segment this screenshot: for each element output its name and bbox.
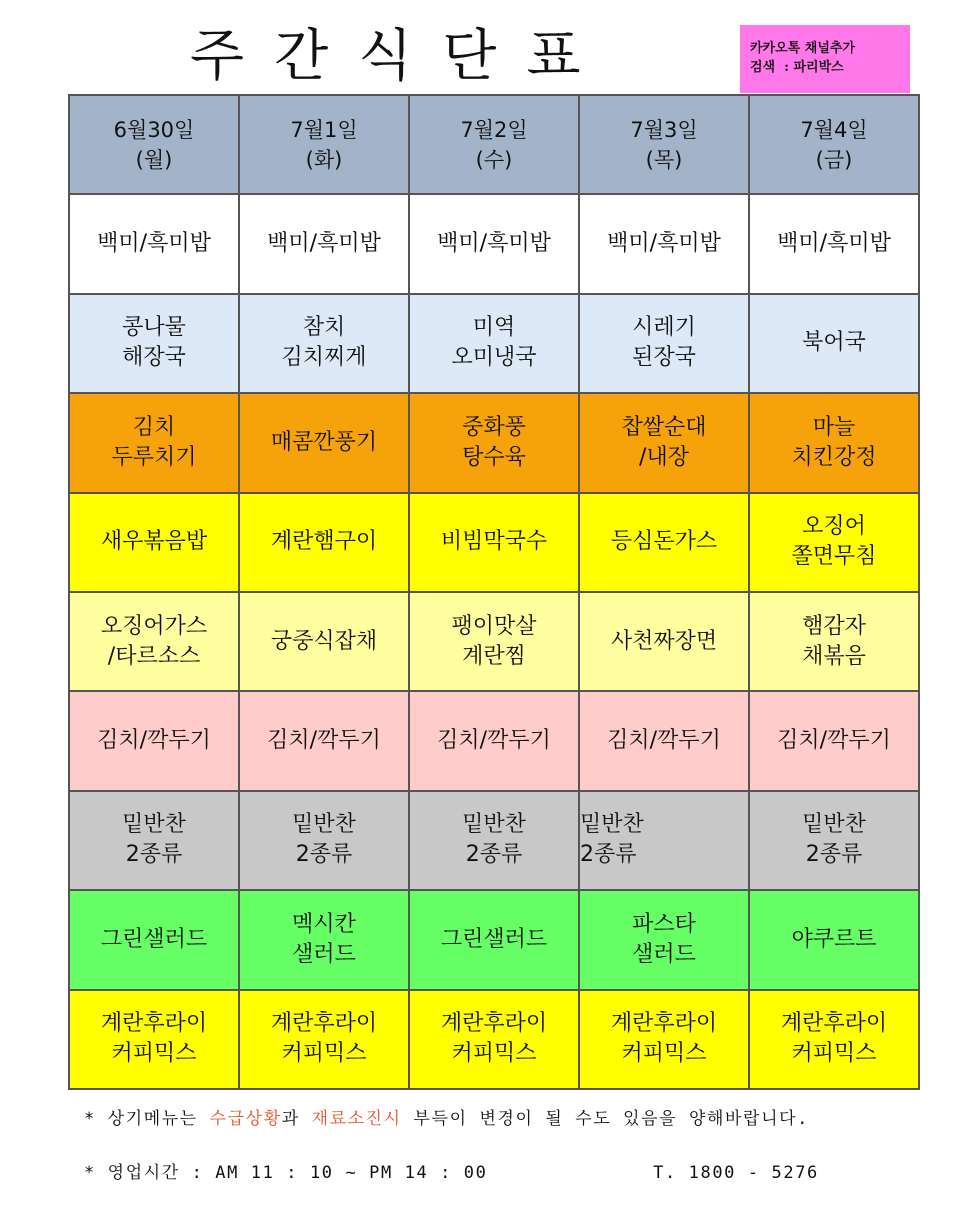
menu-cell-tue: 계란후라이 커피믹스 (239, 990, 409, 1089)
menu-cell-thu: 등심돈가스 (579, 493, 749, 592)
date-header-thu: 7월3일 (목) (579, 95, 749, 194)
menu-cell-mon: 김치 두루치기 (69, 393, 239, 492)
menu-row (69, 691, 919, 790)
menu-cell-tue: 멕시칸 샐러드 (239, 890, 409, 989)
menu-cell-fri: 밑반찬 2종류 (749, 791, 919, 890)
menu-cell-thu: 찹쌀순대 /내장 (579, 393, 749, 492)
menu-cell-mon: 콩나물 해장국 (69, 294, 239, 393)
menu-cell-wed: 중화풍 탕수육 (409, 393, 579, 492)
menu-cell-mon: 김치/깍두기 (69, 691, 239, 790)
menu-cell-tue: 참치 김치찌게 (239, 294, 409, 393)
menu-cell-tue: 밑반찬 2종류 (239, 791, 409, 890)
menu-cell-thu: 계란후라이 커피믹스 (579, 990, 749, 1089)
weekly-menu-table (68, 94, 920, 1090)
menu-cell-wed: 백미/흑미밥 (409, 194, 579, 293)
date-header-wed: 7월2일 (수) (409, 95, 579, 194)
date-header-fri: 7월4일 (금) (749, 95, 919, 194)
menu-cell-mon: 오징어가스 /타르소스 (69, 592, 239, 691)
menu-cell-mon: 새우볶음밥 (69, 493, 239, 592)
menu-cell-mon: 계란후라이 커피믹스 (69, 990, 239, 1089)
menu-cell-fri: 야쿠르트 (749, 890, 919, 989)
menu-row (69, 791, 919, 890)
kakao-line-2: 검색 : 파리박스 (750, 60, 844, 75)
menu-row (69, 393, 919, 492)
hours-text: * 영업시간 : AM 11 : 10 ~ PM 14 : 00 (84, 1163, 488, 1183)
menu-cell-mon: 백미/흑미밥 (69, 194, 239, 293)
notice-text: 부득이 변경이 될 수도 있음을 양해바랍니다. (401, 1109, 809, 1129)
menu-cell-thu: 밑반찬 2종류 (579, 791, 749, 890)
menu-cell-fri: 김치/깍두기 (749, 691, 919, 790)
menu-cell-thu: 시레기 된장국 (579, 294, 749, 393)
notice-text: 과 (281, 1109, 312, 1129)
business-hours (84, 1158, 819, 1183)
date-header-mon: 6월30일 (월) (69, 95, 239, 194)
menu-cell-mon: 밑반찬 2종류 (69, 791, 239, 890)
menu-row (69, 294, 919, 393)
notice-highlight-supply: 수급상황 (209, 1109, 282, 1129)
menu-cell-wed: 팽이맛살 계란찜 (409, 592, 579, 691)
menu-cell-thu: 백미/흑미밥 (579, 194, 749, 293)
menu-cell-fri: 북어국 (749, 294, 919, 393)
menu-cell-mon: 그린샐러드 (69, 890, 239, 989)
phone-number: T. 1800 - 5276 (653, 1163, 819, 1183)
menu-cell-wed: 미역 오미냉국 (409, 294, 579, 393)
menu-cell-wed: 김치/깍두기 (409, 691, 579, 790)
menu-cell-tue: 매콤깐풍기 (239, 393, 409, 492)
menu-row (69, 194, 919, 293)
menu-cell-tue: 김치/깍두기 (239, 691, 409, 790)
menu-cell-fri: 백미/흑미밥 (749, 194, 919, 293)
spacer (487, 1163, 653, 1183)
date-header-tue: 7월1일 (화) (239, 95, 409, 194)
menu-cell-wed: 밑반찬 2종류 (409, 791, 579, 890)
kakao-line-1: 카카오톡 채널추가 (750, 41, 855, 56)
menu-cell-tue: 궁중식잡채 (239, 592, 409, 691)
notice-text: * 상기메뉴는 (84, 1109, 210, 1129)
menu-cell-tue: 백미/흑미밥 (239, 194, 409, 293)
page-title: 주간식단표 (190, 24, 611, 89)
kakao-channel-badge (740, 25, 910, 93)
notice-highlight-stock: 재료소진시 (311, 1109, 402, 1129)
menu-cell-fri: 오징어 쫄면무침 (749, 493, 919, 592)
menu-cell-wed: 그린샐러드 (409, 890, 579, 989)
menu-row (69, 493, 919, 592)
menu-row (69, 990, 919, 1089)
menu-cell-fri: 계란후라이 커피믹스 (749, 990, 919, 1089)
menu-cell-fri: 마늘 치킨강정 (749, 393, 919, 492)
menu-change-notice (84, 1104, 809, 1129)
date-header-row (69, 95, 919, 194)
menu-row (69, 890, 919, 989)
menu-cell-thu: 김치/깍두기 (579, 691, 749, 790)
menu-cell-thu: 파스타 샐러드 (579, 890, 749, 989)
menu-cell-tue: 계란햄구이 (239, 493, 409, 592)
menu-cell-wed: 비빔막국수 (409, 493, 579, 592)
menu-cell-fri: 햄감자 채볶음 (749, 592, 919, 691)
menu-row (69, 592, 919, 691)
menu-cell-wed: 계란후라이 커피믹스 (409, 990, 579, 1089)
menu-cell-thu: 사천짜장면 (579, 592, 749, 691)
